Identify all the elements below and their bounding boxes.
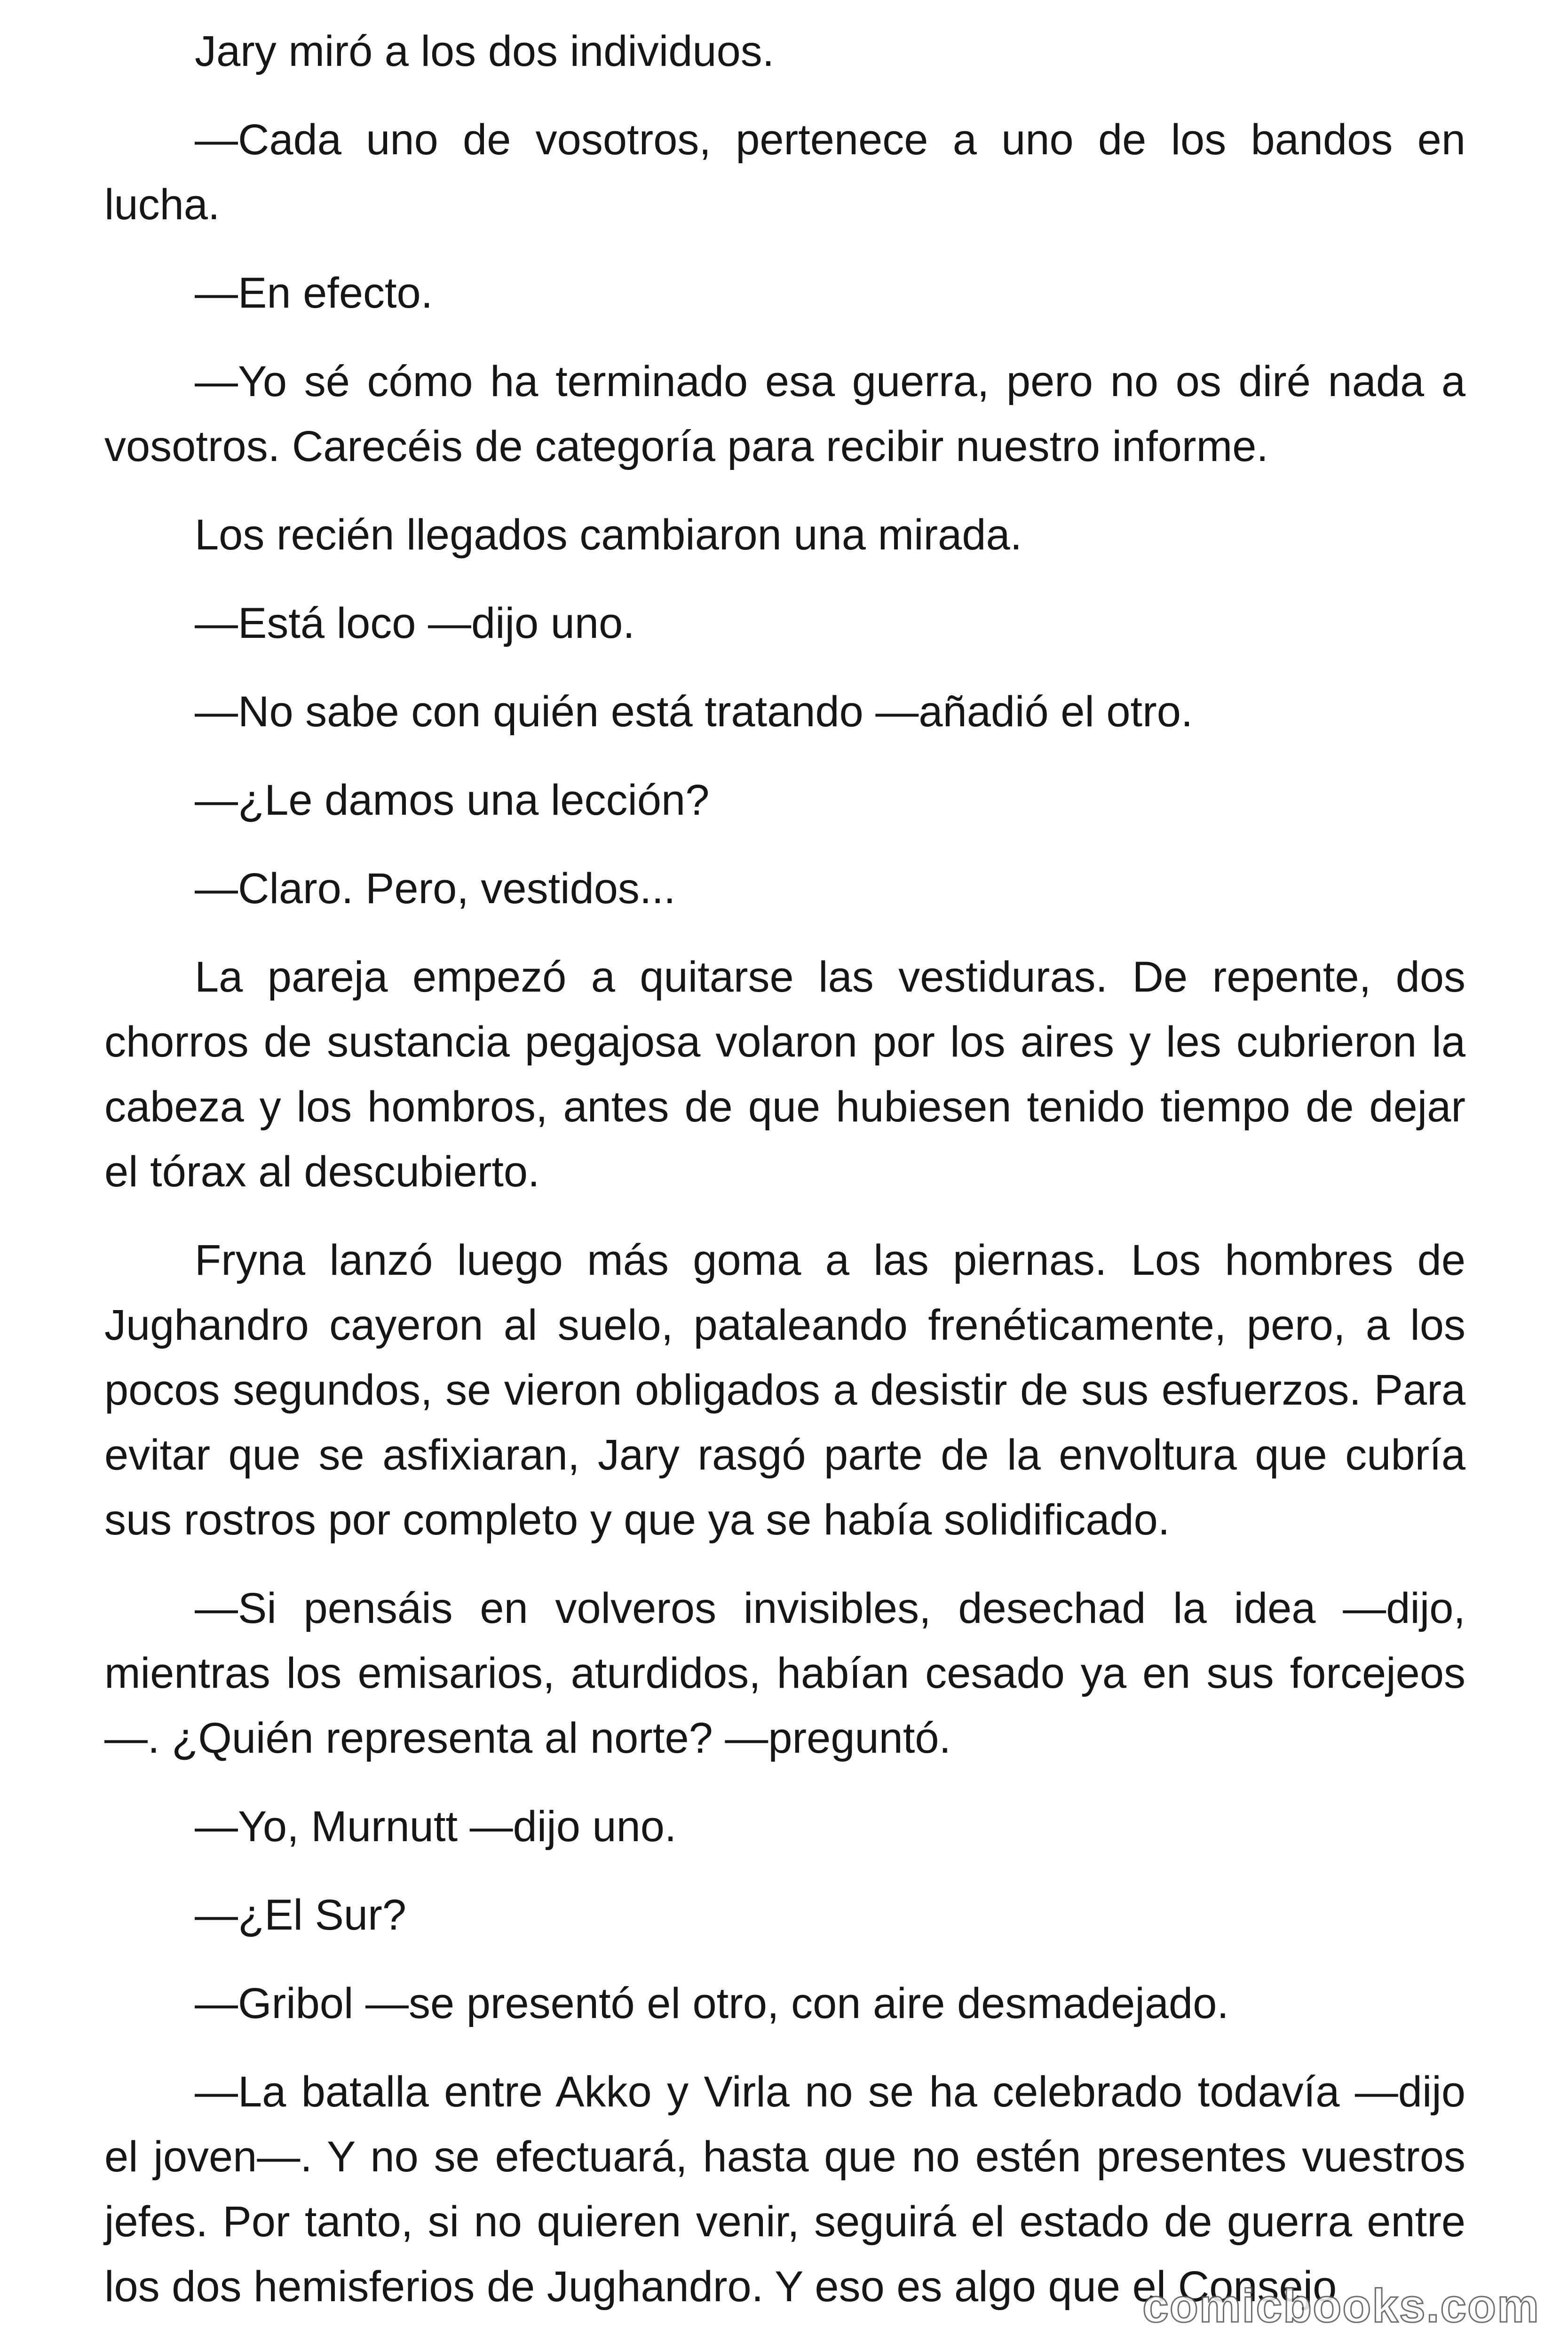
paragraph: Fryna lanzó luego más goma a las piernas. Los hombres de Jughandro cayeron al suelo, pataleando frenéticamente, pero, a los pocos segundos, se vieron obligados a desistir de sus esfuerzos. Para evitar que se asfixiaran, Jary rasgó parte de la envoltura que cubría sus rostros por completo y que ya se había solidificado. (104, 1236, 1465, 1544)
paragraph: —¿El Sur? (195, 1891, 406, 1939)
paragraph: —Yo, Murnutt —dijo uno. (195, 1803, 677, 1851)
paragraph: —Está loco —dijo uno. (195, 599, 635, 647)
paragraph: —¿Le damos una lección? (195, 776, 710, 824)
paragraph: —La batalla entre Akko y Virla no se ha celebrado todavía —dijo el joven—. Y no se efectuará, hasta que no estén presentes vuestros jefes. Por tanto, si no quieren venir, seguirá el estado de guerra entre los dos hemisferios de Jughandro. Y eso es algo que el Consejo (104, 2068, 1465, 2311)
paragraph: —Yo sé cómo ha terminado esa guerra, pero no os diré nada a vosotros. Carecéis de categoría para recibir nuestro informe. (104, 358, 1465, 470)
text-column (104, 19, 1465, 2319)
watermark: comicbooks.com (1142, 2280, 1540, 2332)
paragraph: —Cada uno de vosotros, pertenece a uno de los bandos en lucha. (104, 116, 1465, 229)
paragraph: —En efecto. (195, 269, 433, 317)
paragraph: —Si pensáis en volveros invisibles, desechad la idea —dijo, mientras los emisarios, aturdidos, habían cesado ya en sus forcejeos —. ¿Quién representa al norte? —preguntó. (104, 1584, 1465, 1762)
paragraph: La pareja empezó a quitarse las vestiduras. De repente, dos chorros de sustancia pegajosa volaron por los aires y les cubrieron la cabeza y los hombros, antes de que hubiesen tenido tiempo de dejar el tórax al descubierto. (104, 953, 1465, 1196)
paragraph: Los recién llegados cambiaron una mirada. (195, 511, 1022, 559)
paragraph: Jary miró a los dos individuos. (195, 27, 775, 75)
paragraph: —Gribol —se presentó el otro, con aire desmadejado. (195, 1979, 1229, 2027)
paragraph: —No sabe con quién está tratando —añadió el otro. (195, 688, 1193, 736)
paragraph: —Claro. Pero, vestidos... (195, 865, 676, 913)
